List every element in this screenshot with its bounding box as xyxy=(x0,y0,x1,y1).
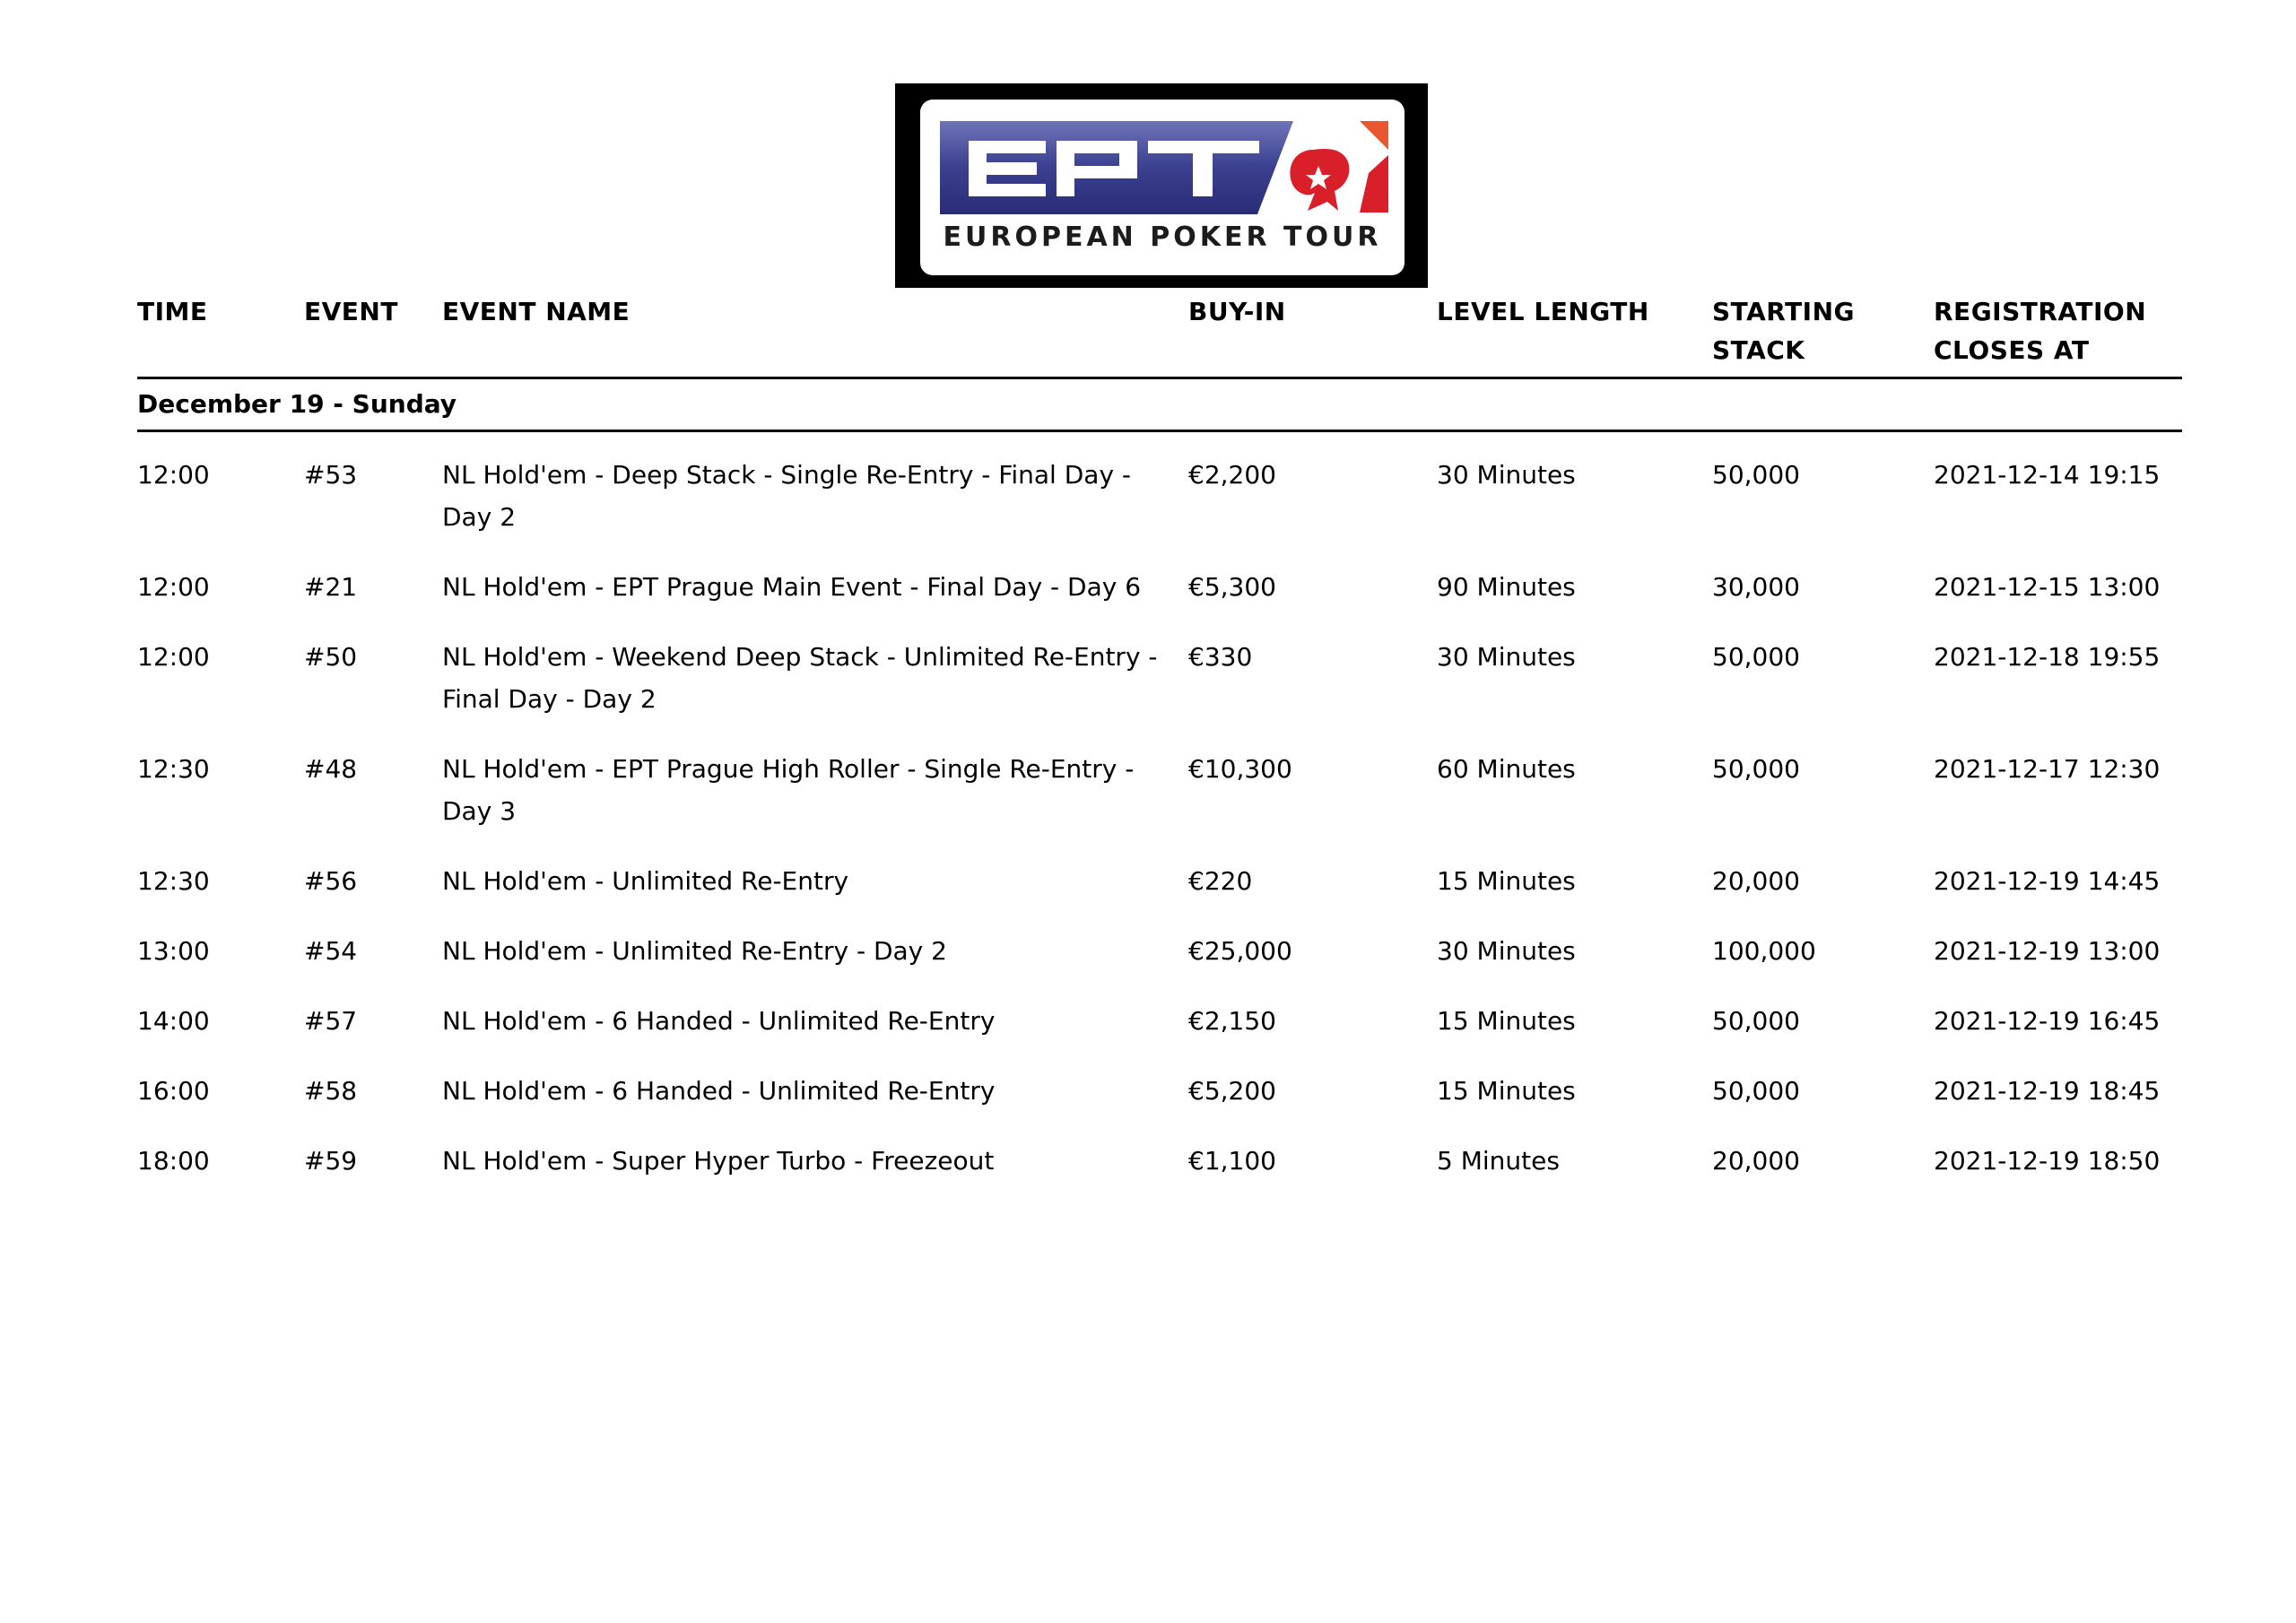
event-number: #48 xyxy=(304,754,358,784)
event-time: 12:30 xyxy=(137,754,210,784)
event-level-length: 90 Minutes xyxy=(1437,572,1576,602)
header-event-name: EVENT NAME xyxy=(442,297,631,326)
event-buy-in: €5,200 xyxy=(1188,1076,1276,1106)
header-buy-in: BUY-IN xyxy=(1188,297,1286,326)
event-name: NL Hold'em - Unlimited Re-Entry - Day 2 xyxy=(442,936,947,966)
event-registration-closes: 2021-12-17 12:30 xyxy=(1934,754,2161,784)
schedule-table xyxy=(137,292,2182,1210)
event-number: #54 xyxy=(304,936,358,966)
event-buy-in: €220 xyxy=(1188,866,1253,896)
event-time: 12:30 xyxy=(137,866,210,896)
event-starting-stack: 50,000 xyxy=(1712,1076,1800,1106)
event-starting-stack: 100,000 xyxy=(1712,936,1816,966)
event-number: #21 xyxy=(304,572,358,602)
day-heading: December 19 - Sunday xyxy=(137,389,457,419)
table-row xyxy=(137,748,2182,860)
event-name: NL Hold'em - Super Hyper Turbo - Freezeout xyxy=(442,1146,995,1176)
event-buy-in: €5,300 xyxy=(1188,572,1276,602)
event-name: NL Hold'em - EPT Prague Main Event - Final Day - Day 6 xyxy=(442,572,1142,602)
event-number: #56 xyxy=(304,866,358,896)
table-row xyxy=(137,930,2182,1000)
event-number: #58 xyxy=(304,1076,358,1106)
table-row xyxy=(137,1000,2182,1070)
table-row xyxy=(137,636,2182,748)
event-time: 12:00 xyxy=(137,642,210,672)
event-buy-in: €2,200 xyxy=(1188,460,1276,490)
day-divider xyxy=(137,430,2182,432)
event-number: #59 xyxy=(304,1146,358,1176)
event-buy-in: €330 xyxy=(1188,642,1253,672)
event-starting-stack: 50,000 xyxy=(1712,754,1800,784)
ept-logo xyxy=(895,83,1428,288)
table-header xyxy=(137,292,2182,377)
event-number: #53 xyxy=(304,460,358,490)
event-rows xyxy=(137,454,2182,1210)
event-registration-closes: 2021-12-14 19:15 xyxy=(1934,460,2161,490)
event-name: NL Hold'em - 6 Handed - Unlimited Re-Entry xyxy=(442,1006,996,1036)
event-starting-stack: 50,000 xyxy=(1712,1006,1800,1036)
event-registration-closes: 2021-12-19 16:45 xyxy=(1934,1006,2161,1036)
event-number: #57 xyxy=(304,1006,358,1036)
event-level-length: 30 Minutes xyxy=(1437,642,1576,672)
event-level-length: 5 Minutes xyxy=(1437,1146,1560,1176)
event-registration-closes: 2021-12-19 13:00 xyxy=(1934,936,2161,966)
event-time: 12:00 xyxy=(137,572,210,602)
header-starting-stack: STARTING STACK xyxy=(1712,297,1855,365)
event-name: NL Hold'em - Unlimited Re-Entry xyxy=(442,866,849,896)
event-name: NL Hold'em - Weekend Deep Stack - Unlimited Re-Entry - Final Day - Day 2 xyxy=(442,642,1158,714)
event-time: 16:00 xyxy=(137,1076,210,1106)
header-registration-closes: REGISTRATION CLOSES AT xyxy=(1934,297,2147,365)
event-registration-closes: 2021-12-18 19:55 xyxy=(1934,642,2161,672)
event-number: #50 xyxy=(304,642,358,672)
table-row xyxy=(137,860,2182,930)
event-time: 12:00 xyxy=(137,460,210,490)
event-name: NL Hold'em - 6 Handed - Unlimited Re-Entry xyxy=(442,1076,996,1106)
header-event: EVENT xyxy=(304,297,398,326)
header-level-length: LEVEL LENGTH xyxy=(1437,297,1649,326)
table-row xyxy=(137,566,2182,636)
event-time: 14:00 xyxy=(137,1006,210,1036)
table-row xyxy=(137,1070,2182,1140)
event-starting-stack: 30,000 xyxy=(1712,572,1800,602)
event-registration-closes: 2021-12-15 13:00 xyxy=(1934,572,2161,602)
event-registration-closes: 2021-12-19 18:45 xyxy=(1934,1076,2161,1106)
event-name: NL Hold'em - EPT Prague High Roller - Single Re-Entry - Day 3 xyxy=(442,754,1135,826)
event-level-length: 30 Minutes xyxy=(1437,460,1576,490)
event-buy-in: €2,150 xyxy=(1188,1006,1276,1036)
event-starting-stack: 20,000 xyxy=(1712,866,1800,896)
event-time: 13:00 xyxy=(137,936,210,966)
event-time: 18:00 xyxy=(137,1146,210,1176)
event-level-length: 15 Minutes xyxy=(1437,1006,1576,1036)
tour-name: EUROPEAN POKER TOUR xyxy=(943,221,1382,253)
event-level-length: 15 Minutes xyxy=(1437,1076,1576,1106)
event-name: NL Hold'em - Deep Stack - Single Re-Entry - Final Day - Day 2 xyxy=(442,460,1132,532)
event-level-length: 60 Minutes xyxy=(1437,754,1576,784)
event-level-length: 30 Minutes xyxy=(1437,936,1576,966)
header-time: TIME xyxy=(137,297,208,326)
logo-panel xyxy=(920,100,1405,275)
event-buy-in: €1,100 xyxy=(1188,1146,1276,1176)
event-level-length: 15 Minutes xyxy=(1437,866,1576,896)
event-buy-in: €25,000 xyxy=(1188,936,1292,966)
event-registration-closes: 2021-12-19 18:50 xyxy=(1934,1146,2161,1176)
event-buy-in: €10,300 xyxy=(1188,754,1292,784)
event-registration-closes: 2021-12-19 14:45 xyxy=(1934,866,2161,896)
table-row xyxy=(137,1140,2182,1210)
event-starting-stack: 50,000 xyxy=(1712,460,1800,490)
event-starting-stack: 50,000 xyxy=(1712,642,1800,672)
table-row xyxy=(137,454,2182,566)
event-starting-stack: 20,000 xyxy=(1712,1146,1800,1176)
